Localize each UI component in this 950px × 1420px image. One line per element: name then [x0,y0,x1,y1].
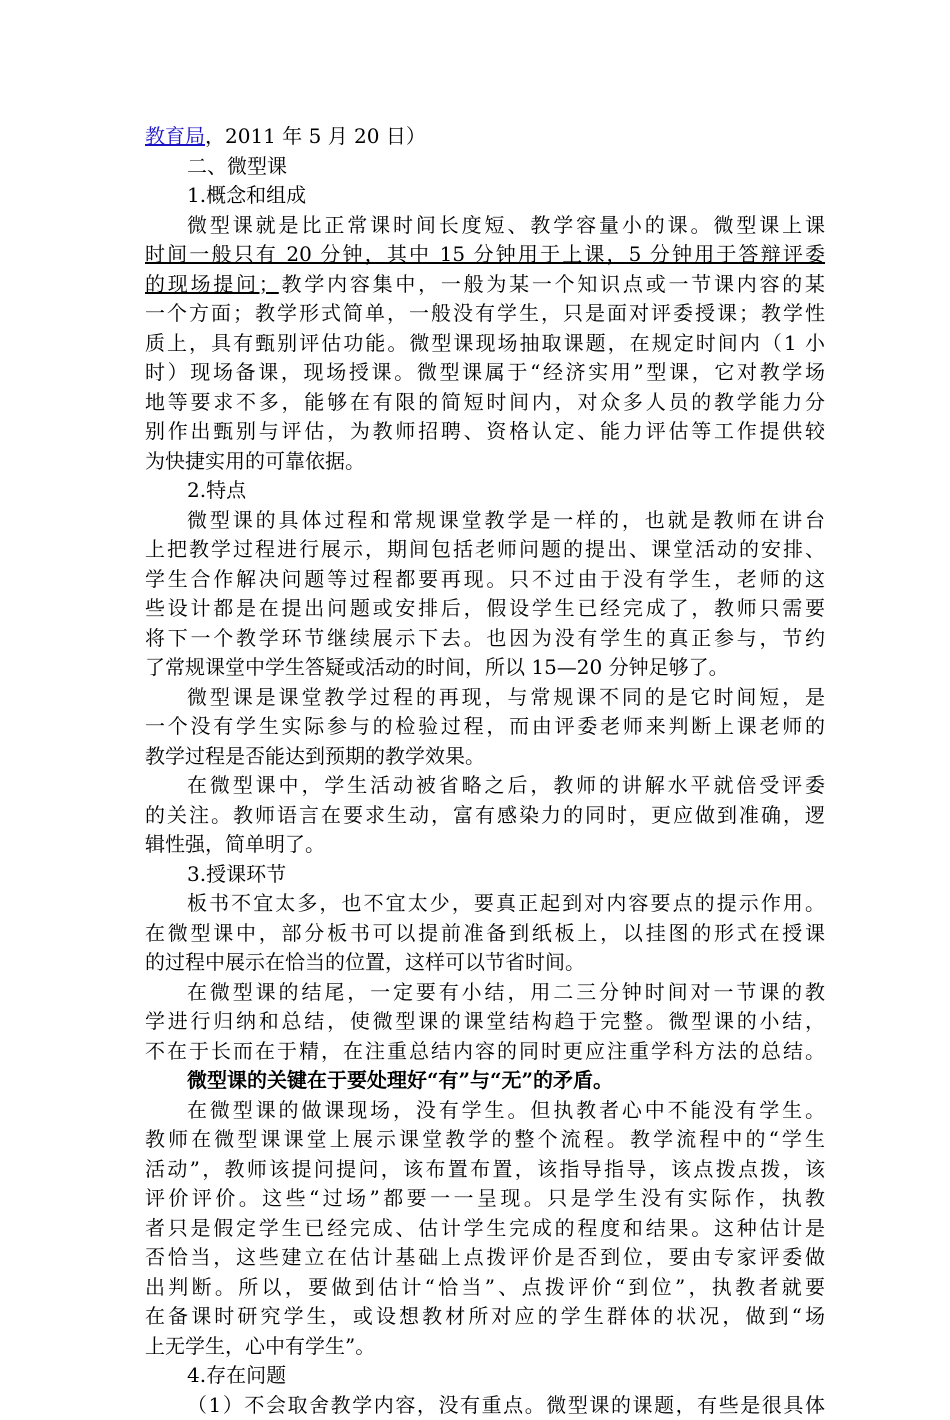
paragraph-line: 在备课时研究学生，或设想教材所对应的学生群体的状况，做到“场 [145,1302,825,1332]
paragraph-line-underlined: 时间一般只有 20 分钟，其中 15 分钟用于上课，5 分钟用于答辩评委 [145,240,825,270]
underlined-phrase: 的现场提问； [145,272,279,296]
paragraph-line: 些设计都是在提出问题或安排后，假设学生已经完成了，教师只需要 [145,594,825,624]
paragraph-line: 活动”，教师该提问提问，该布置布置，该指导指导，该点拨点拨，该 [145,1155,825,1185]
paragraph-line: 教学过程是否能达到预期的教学效果。 [145,742,825,772]
paragraph-line: 时）现场备课，现场授课。微型课属于“经济实用”型课，它对教学场 [145,358,825,388]
paragraph-line: 地等要求不多，能够在有限的简短时间内，对众多人员的教学能力分 [145,388,825,418]
paragraph-line: 为快捷实用的可靠依据。 [145,447,825,477]
paragraph-line: 上把教学过程进行展示，期间包括老师问题的提出、课堂活动的安排、 [145,535,825,565]
paragraph-line: 在微型课的做课现场，没有学生。但执教者心中不能没有学生。 [145,1096,825,1126]
source-date: ，2011 年 5 月 20 日） [205,124,426,148]
subsection-heading: 4.存在问题 [145,1361,825,1391]
paragraph-line: 评价评价。这些“过场”都要一一呈现。只是学生没有实际作，执教 [145,1184,825,1214]
paragraph-line: 的关注。教师语言在要求生动，富有感染力的同时，更应做到准确，逻 [145,801,825,831]
section-heading: 二、微型课 [145,152,825,182]
line-text: 教学内容集中，一般为某一个知识点或一节课内容的某 [279,272,825,296]
paragraph-line: 一个方面；教学形式简单，一般没有学生，只是面对评委授课；教学性 [145,299,825,329]
paragraph-line: 了常规课堂中学生答疑或活动的时间，所以 15—20 分钟足够了。 [145,653,825,683]
paragraph-line: （1）不会取舍教学内容，没有重点。微型课的课题，有些是很具体 [145,1391,825,1420]
paragraph-line: 不在于长而在于精，在注重总结内容的同时更应注重学科方法的总结。 [145,1037,825,1067]
paragraph-line: 者只是假定学生已经完成、估计学生完成的程度和结果。这种估计是 [145,1214,825,1244]
source-line [145,122,825,152]
education-bureau-link[interactable]: 教育局 [145,124,205,148]
paragraph-line: 微型课就是比正常课时间长度短、教学容量小的课。微型课上课 [145,211,825,241]
paragraph-line: 的过程中展示在恰当的位置，这样可以节省时间。 [145,948,825,978]
subsection-heading: 2.特点 [145,476,825,506]
paragraph-line: 微型课是课堂教学过程的再现，与常规课不同的是它时间短，是 [145,683,825,713]
paragraph-line: 板书不宜太多，也不宜太少，要真正起到对内容要点的提示作用。 [145,889,825,919]
paragraph-line: 辑性强，简单明了。 [145,830,825,860]
paragraph-line: 在微型课中，学生活动被省略之后，教师的讲解水平就倍受评委 [145,771,825,801]
paragraph-line: 别作出甄别与评估，为教师招聘、资格认定、能力评估等工作提供较 [145,417,825,447]
subsection-heading: 3.授课环节 [145,860,825,890]
emphasis-heading: 微型课的关键在于要处理好“有”与“无”的矛盾。 [145,1066,825,1096]
paragraph-line: 微型课的具体过程和常规课堂教学是一样的，也就是教师在讲台 [145,506,825,536]
paragraph-line: 学生合作解决问题等过程都要再现。只不过由于没有学生，老师的这 [145,565,825,595]
paragraph-line: 质上，具有甄别评估功能。微型课现场抽取课题，在规定时间内（1 小 [145,329,825,359]
paragraph-line: 一个没有学生实际参与的检验过程，而由评委老师来判断上课老师的 [145,712,825,742]
subsection-heading: 1.概念和组成 [145,181,825,211]
paragraph-line [145,270,825,300]
paragraph-line: 上无学生，心中有学生”。 [145,1332,825,1362]
document-page [145,122,825,1420]
paragraph-line: 在微型课的结尾，一定要有小结，用二三分钟时间对一节课的教 [145,978,825,1008]
paragraph-line: 出判断。所以，要做到估计“恰当”、点拨评价“到位”，执教者就要 [145,1273,825,1303]
paragraph-line: 教师在微型课课堂上展示课堂教学的整个流程。教学流程中的“学生 [145,1125,825,1155]
paragraph-line: 否恰当，这些建立在估计基础上点拨评价是否到位，要由专家评委做 [145,1243,825,1273]
paragraph-line: 将下一个教学环节继续展示下去。也因为没有学生的真正参与，节约 [145,624,825,654]
paragraph-line: 在微型课中，部分板书可以提前准备到纸板上，以挂图的形式在授课 [145,919,825,949]
paragraph-line: 学进行归纳和总结，使微型课的课堂结构趋于完整。微型课的小结， [145,1007,825,1037]
